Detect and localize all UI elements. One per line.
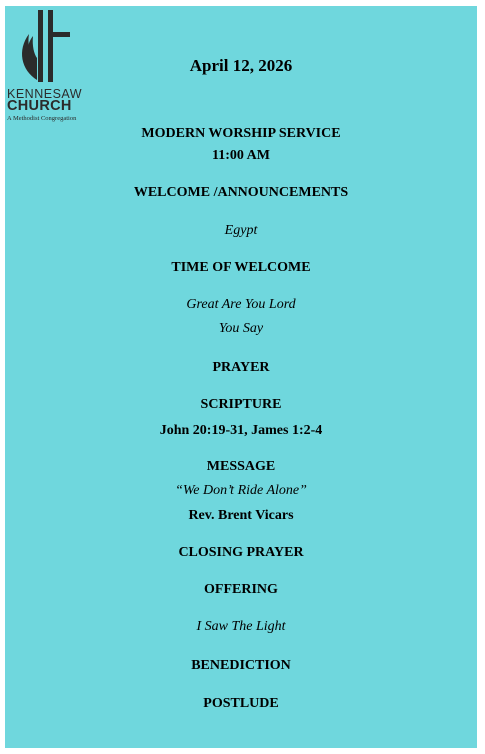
bulletin-page — [5, 6, 477, 748]
offering-heading: OFFERING — [204, 582, 278, 597]
song-egypt: Egypt — [224, 223, 258, 238]
service-time: 11:00 AM — [212, 148, 270, 163]
benediction-heading: BENEDICTION — [191, 658, 291, 673]
closing-prayer-heading: CLOSING PRAYER — [178, 545, 304, 560]
message-title: “We Don’t Ride Alone” — [175, 483, 307, 498]
offering-song: I Saw The Light — [196, 619, 286, 634]
logo-name-line1: KENNESAW — [7, 87, 83, 101]
song-you-say: You Say — [218, 321, 264, 336]
scripture-reference: John 20:19-31, James 1:2-4 — [159, 423, 323, 438]
postlude-heading: POSTLUDE — [203, 696, 279, 711]
welcome-heading: WELCOME /ANNOUNCEMENTS — [133, 185, 349, 200]
logo-tagline: A Methodist Congregation — [7, 115, 77, 122]
service-title: MODERN WORSHIP SERVICE — [141, 126, 341, 141]
message-heading: MESSAGE — [206, 459, 276, 474]
prayer-heading: PRAYER — [212, 360, 270, 375]
scripture-heading: SCRIPTURE — [200, 397, 282, 412]
speaker-name: Rev. Brent Vicars — [188, 508, 294, 523]
logo-name-line2: CHURCH — [7, 98, 72, 114]
time-of-welcome-heading: TIME OF WELCOME — [171, 260, 311, 275]
song-great-are-you-lord: Great Are You Lord — [186, 297, 296, 312]
service-date: April 12, 2026 — [189, 56, 293, 75]
